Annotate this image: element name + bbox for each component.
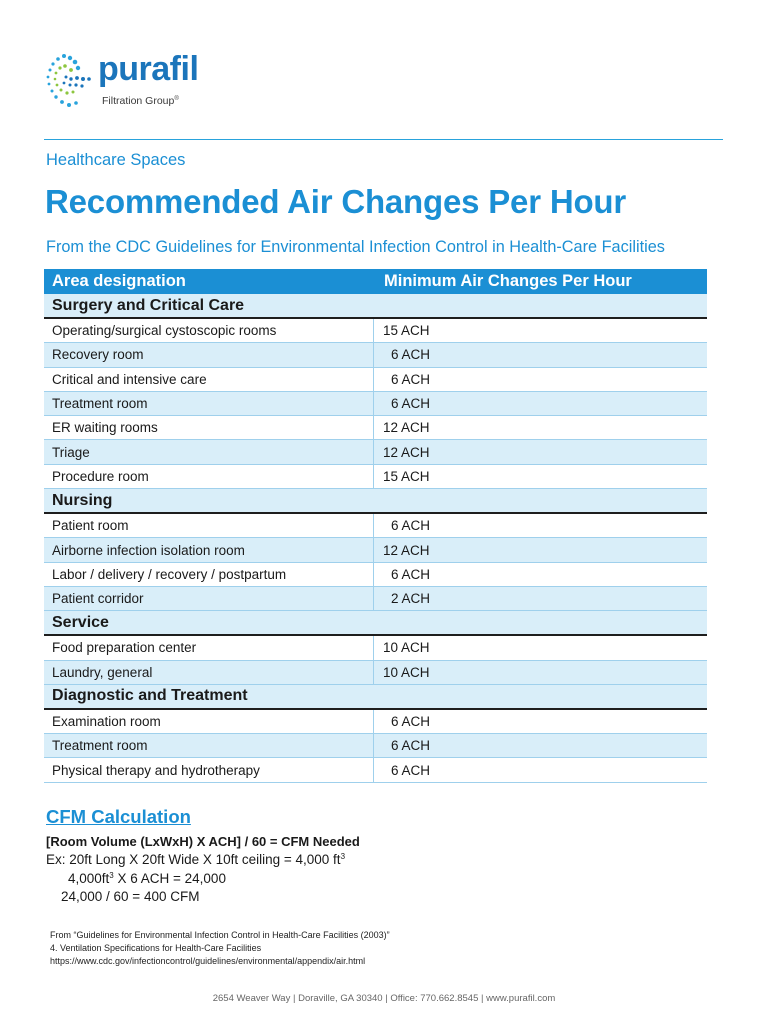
ach-cell: 6 ACH [391,518,431,534]
logo-mark-icon [44,50,96,112]
logo-wordmark: purafil [98,50,199,88]
section-header: Surgery and Critical Care [44,294,707,319]
area-cell: Patient room [44,514,374,537]
area-cell: Airborne infection isolation room [44,538,374,561]
ach-table [44,269,707,783]
area-cell: Food preparation center [44,636,374,659]
table-row [44,514,707,538]
cfm-example-1: Ex: 20ft Long X 20ft Wide X 10ft ceiling = 4,000 $ft^3$ [46,852,346,867]
table-row [44,538,707,562]
table-row [44,661,707,685]
area-cell: Patient corridor [44,587,374,610]
area-cell: Operating/surgical cystoscopic rooms [44,319,374,342]
area-cell: Examination room [44,710,374,733]
section-header: Nursing [44,489,707,514]
area-cell: Physical therapy and hydrotherapy [44,758,374,781]
section-header: Diagnostic and Treatment [44,685,707,710]
ach-cell: 15 ACH [383,468,430,484]
ach-cell: 6 ACH [391,762,431,778]
table-row [44,343,707,367]
table-row [44,587,707,611]
ach-cell: 6 ACH [391,347,431,363]
area-cell: Critical and intensive care [44,368,374,391]
ach-cell: 6 ACH [391,566,431,582]
table-row [44,416,707,440]
table-row [44,392,707,416]
table-header [44,269,707,294]
cfm-example-3: 24,000 / 60 = 400 CFM [61,889,200,904]
area-cell: Triage [44,440,374,463]
area-cell: Treatment room [44,392,374,415]
column-header-ach: Minimum Air Changes Per Hour [384,272,632,290]
table-row [44,563,707,587]
table-row [44,758,707,782]
footer-contact: 2654 Weaver Way | Doraville, GA 30340 | Office: 770.662.8545 | www.purafil.com [212,993,556,1004]
area-cell: Treatment room [44,734,374,757]
purafil-logo [44,50,214,112]
ach-cell: 10 ACH [383,640,430,656]
ach-cell: 6 ACH [391,396,431,412]
page-subtitle: From the CDC Guidelines for Environmental Infection Control in Health-Care Facilities [46,238,665,256]
source-section: 4. Ventilation Specifications for Health-Care Facilities [50,943,262,953]
area-cell: ER waiting rooms [44,416,374,439]
cfm-formula: [Room Volume (LxWxH) X ACH] / 60 = CFM Needed [46,834,360,849]
table-row [44,710,707,734]
table-row [44,440,707,464]
header-divider [44,139,723,140]
table-row [44,465,707,489]
ach-cell: 12 ACH [383,542,430,558]
ach-cell: 12 ACH [383,420,430,436]
ach-cell: 15 ACH [383,323,430,339]
table-row [44,319,707,343]
ach-cell: 10 ACH [383,664,430,680]
page-title: Recommended Air Changes Per Hour [45,183,627,220]
ach-cell: 6 ACH [391,371,431,387]
table-row [44,636,707,660]
section-header: Service [44,611,707,636]
cfm-title: CFM Calculation [46,806,191,827]
section-kicker: Healthcare Spaces [46,151,186,169]
ach-cell: 6 ACH [391,738,431,754]
table-row [44,734,707,758]
area-cell: Labor / delivery / recovery / postpartum [44,563,374,586]
logo-tagline: Filtration Group® [102,95,179,107]
table-row [44,368,707,392]
area-cell: Recovery room [44,343,374,366]
area-cell: Procedure room [44,465,374,488]
area-cell: Laundry, general [44,661,374,684]
cfm-example-2: $4,000ft^3$ X 6 ACH = 24,000 [68,871,226,886]
source-citation: From “Guidelines for Environmental Infection Control in Health-Care Facilities (2003)” [50,930,390,940]
column-header-area: Area designation [52,272,186,290]
ach-cell: 6 ACH [391,714,431,729]
ach-cell: 2 ACH [391,591,431,607]
ach-cell: 12 ACH [383,444,430,460]
source-url: https://www.cdc.gov/infectioncontrol/guidelines/environmental/appendix/air.html [50,956,366,966]
